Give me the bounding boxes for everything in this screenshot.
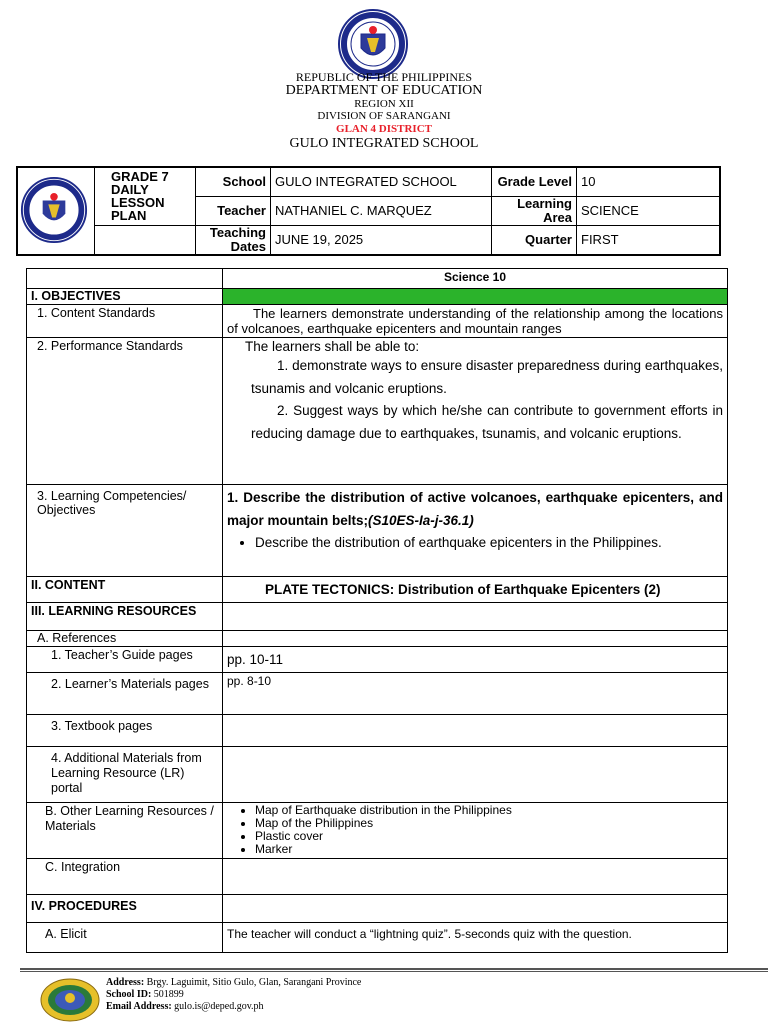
competency-main-text: 1. Describe the distribution of active volcanoes, earthquake epicenters, and major mountain belts; [227,490,723,528]
dates-value: JUNE 19, 2025 [271,225,492,255]
school-id-value: 501899 [153,989,184,1000]
lesson-plan-table [26,268,728,953]
resource-item: • Map of Earthquake distribution in the Philippines [255,804,723,817]
grade-label: Grade Level [492,167,577,196]
elicit-text: The teacher will conduct a “lightning quiz”. 5-seconds quiz with the question. [223,923,728,953]
competency-main [227,487,723,532]
competencies-label: 3. Learning Competencies/ Objectives [27,485,223,577]
competency-code: (S10ES-Ia-j-36.1) [368,512,474,528]
other-resources-cell [223,803,728,859]
school-value: GULO INTEGRATED SCHOOL [271,167,492,196]
integration-label: C. Integration [27,859,223,895]
learners-materials-label: 2. Learner’s Materials pages [27,673,223,715]
additional-materials-label: 4. Additional Materials from Learning Resource (LR) portal [27,747,223,803]
performance-intro: The learners shall be able to: [245,339,420,354]
info-logo-cell [17,167,95,255]
area-value: SCIENCE [577,196,721,225]
school-id-label: School ID: [106,989,152,1000]
textbook-empty [223,715,728,747]
email-value[interactable]: gulo.is@deped.gov.ph [174,1001,264,1012]
performance-item-1: 1. demonstrate ways to ensure disaster preparedness during earthquakes, tsunamis and volcanic eruptions. [251,358,723,396]
resource-item: • Map of the Philippines [255,817,723,830]
content-standards-label: 1. Content Standards [27,305,223,338]
address-value: Brgy. Laguimit, Sitio Gulo, Glan, Sarangani Province [146,977,362,988]
textbook-label: 3. Textbook pages [27,715,223,747]
objectives-green-bar [223,289,728,305]
procedures-empty [223,895,728,923]
teacher-value: NATHANIEL C. MARQUEZ [271,196,492,225]
learning-resources-heading: III. LEARNING RESOURCES [27,603,223,631]
header-region: REGION XII [354,98,414,110]
header-division: DIVISION OF SARANGANI [317,110,451,122]
resource-item: • Marker [255,843,723,856]
learners-materials-pages: pp. 8-10 [223,673,728,715]
footer-school-id [106,989,361,1001]
email-label: Email Address: [106,1001,172,1012]
other-resources-label: B. Other Learning Resources / Materials [27,803,223,859]
content-standards-text: The learners demonstrate understanding of the relationship among the locations of volcanoes, earthquake epicenters and mountain ranges [223,305,728,338]
header-republic: REPUBLIC OF THE PHILIPPINES [295,70,473,84]
quarter-value: FIRST [577,225,721,255]
header-district: GLAN 4 DISTRICT [336,123,432,135]
teacher-label: Teacher [196,196,271,225]
teachers-guide-label: 1. Teacher’s Guide pages [27,647,223,673]
resource-item: • Plastic cover [255,830,723,843]
dll-empty-cell [95,225,196,255]
learning-resources-empty [223,603,728,631]
header-school: GULO INTEGRATED SCHOOL [289,136,479,151]
performance-standards-cell [223,338,728,485]
objectives-heading: I. OBJECTIVES [27,289,223,305]
footer-email [106,1001,361,1013]
content-title: PLATE TECTONICS: Distribution of Earthquake Epicenters (2) [223,577,728,603]
other-resources-list [227,804,723,856]
lesson-info-table [16,166,721,256]
content-heading: II. CONTENT [27,577,223,603]
competency-bullets [227,532,723,555]
additional-materials-empty [223,747,728,803]
references-label: A. References [27,631,223,647]
elicit-label: A. Elicit [27,923,223,953]
competency-bullet: • Describe the distribution of earthquake epicenters in the Philippines. [255,532,723,555]
subject-empty-cell [27,269,223,289]
grade-value: 10 [577,167,721,196]
school-seal-logo [40,978,100,1022]
footer-divider-thin [20,971,768,972]
footer-divider [20,968,768,970]
address-label: Address: [106,977,145,988]
competencies-cell [223,485,728,577]
teachers-guide-pages: pp. 10-11 [223,647,728,673]
procedures-heading: IV. PROCEDURES [27,895,223,923]
integration-empty [223,859,728,895]
footer-address-block [106,977,361,1013]
dates-label: Teaching Dates [196,225,271,255]
footer-address [106,977,361,989]
subject-title: Science 10 [223,269,728,289]
performance-standards-label: 2. Performance Standards [27,338,223,485]
school-label: School [196,167,271,196]
deped-seal-small-logo [20,176,88,244]
quarter-label: Quarter [492,225,577,255]
header-department: DEPARTMENT OF EDUCATION [285,83,483,98]
dll-title: GRADE 7 DAILY LESSON PLAN [95,167,196,225]
area-label: Learning Area [492,196,577,225]
performance-item-2: 2. Suggest ways by which he/she can contribute to government efforts in reducing damage due to earthquakes, tsunamis, and volcanic eruptions. [251,403,723,441]
references-empty [223,631,728,647]
